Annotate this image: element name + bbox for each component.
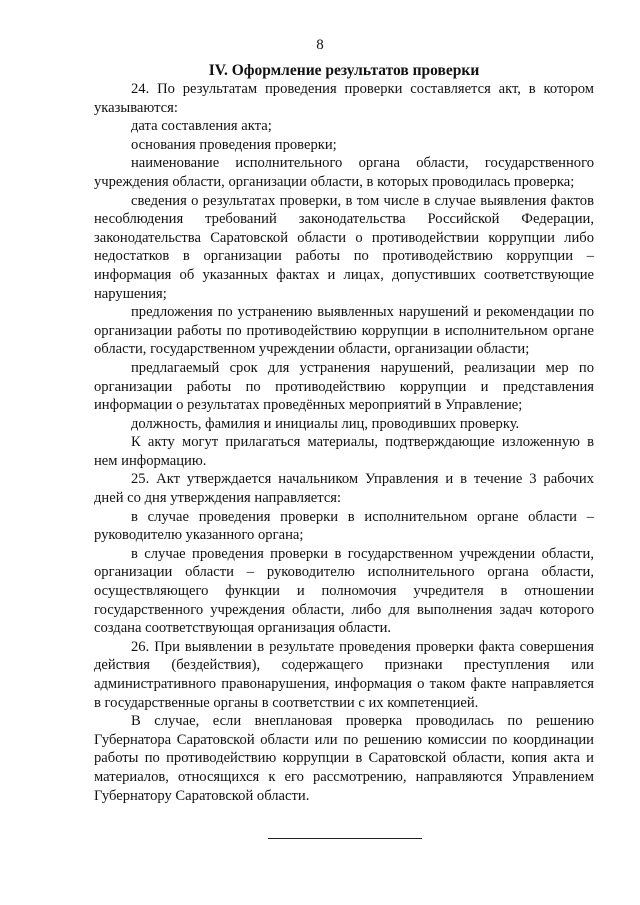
act-item-inspectors: должность, фамилия и инициалы лиц, проводивших проверку. [131,415,520,432]
end-divider-line [268,838,422,839]
paragraph-26: 26. При выявлении в результате проведения проверки факта совершения действия (бездействия), содержащего признаки преступления или административного правонарушения, информация о таком факте направляется в государственные органы в соответствии с их компетенцией. [94,638,594,711]
document-body [94,80,594,805]
page-number: 8 [316,37,324,53]
act-item-results: сведения о результатах проверки, в том числе в случае выявления фактов несоблюдения требований законодательства Российской Федерации, законодательства Саратовской области о противодействии коррупции либо недостатков в организации работы по противодействию коррупции – информация об указанных фактах и лицах, допустивших соответствующие нарушения; [94,192,594,302]
paragraph-25-intro: 25. Акт утверждается начальником Управления и в течение 3 рабочих дней со дня утверждения направляется: [94,471,594,507]
act-item-proposals: предложения по устранению выявленных нарушений и рекомендации по организации работы по противодействию коррупции в исполнительном органе области, государственном учреждении области, организации области; [94,304,594,358]
recipient-item-state-institution: в случае проведения проверки в государственном учреждении области, организации области – руководителю исполнительного органа области, осуществляющего функции и полномочия учредителя в отношении государственного учреждения области, либо для выполнения задач которого создана соответствующая организация области. [94,545,594,637]
act-item-organization: наименование исполнительного органа области, государственного учреждения области, организации области, в которых проводилась проверка; [94,155,594,190]
act-item-deadline: предлагаемый срок для устранения нарушений, реализации мер по организации работы по противодействию коррупции и представления информации о результатах проведённых мероприятий в Управление; [94,359,594,414]
recipient-item-executive-body: в случае проведения проверки в исполнительном органе области – руководителю указанного органа; [94,508,594,544]
paragraph-governor: В случае, если внеплановая проверка проводилась по решению Губернатора Саратовской области или по решению комиссии по координации работы по противодействию коррупции в Саратовской области, копия акта и материалов, относящихся к его рассмотрению, направляются Управлением Губернатору Саратовской области. [94,713,594,804]
act-item-grounds: основания проведения проверки; [131,136,337,153]
paragraph-24-intro: 24. По результатам проведения проверки составляется акт, в котором указываются: [94,81,594,116]
paragraph-attachments: К акту могут прилагаться материалы, подтверждающие изложенную в нем информацию. [94,434,594,469]
act-item-date: дата составления акта; [131,118,272,135]
section-title: IV. Оформление результатов проверки [208,62,480,79]
